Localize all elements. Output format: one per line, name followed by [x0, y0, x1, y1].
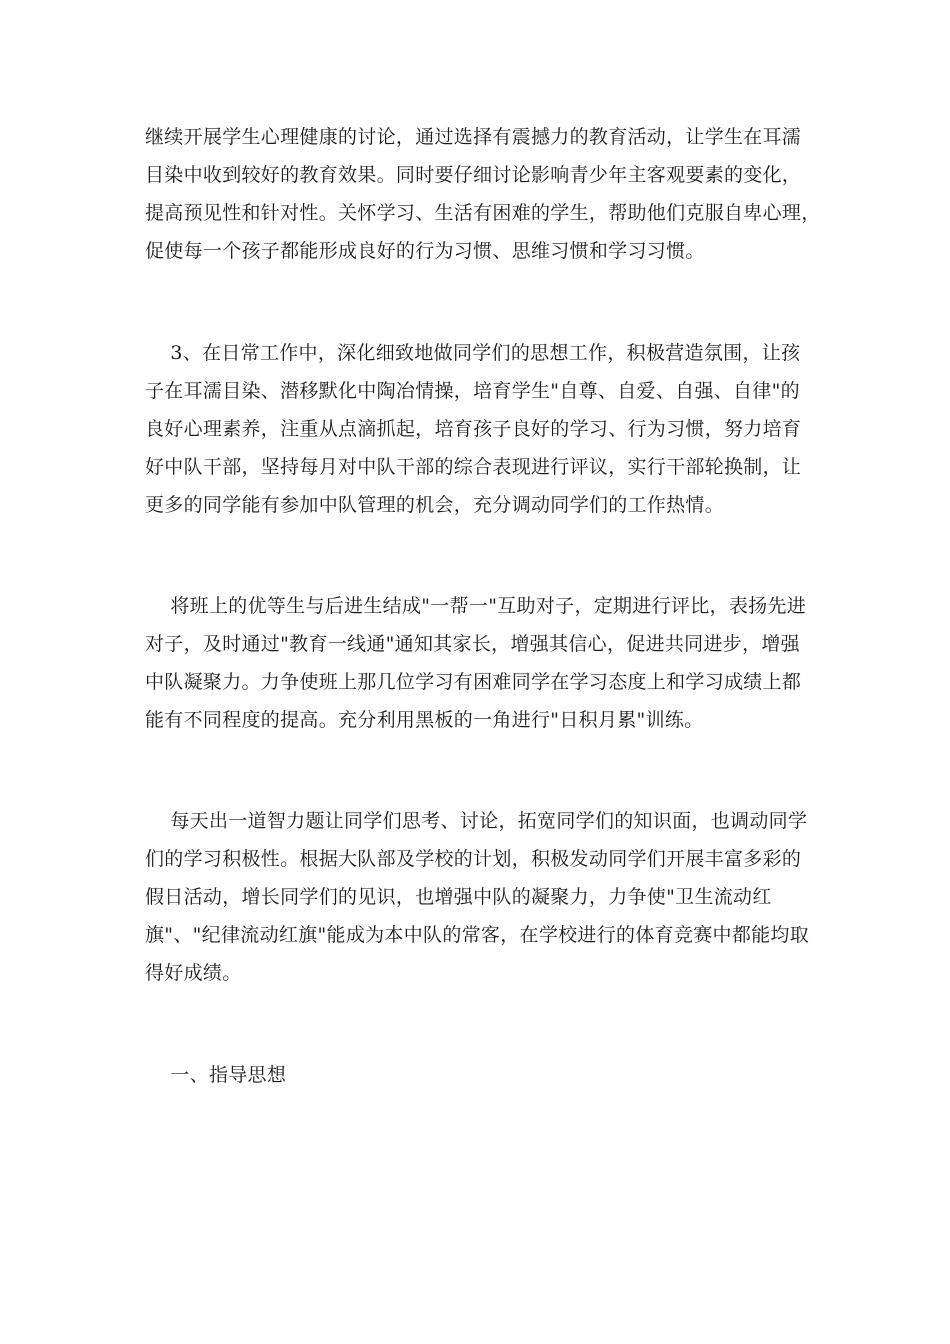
paragraph-psychology-discussion	[145, 118, 821, 270]
paragraph-daily-work	[145, 334, 815, 524]
text-line: 好中队干部，坚持每月对中队干部的综合表现进行评议，实行干部轮换制，让	[145, 456, 802, 478]
paragraph-daily-puzzle	[145, 802, 815, 992]
paragraph-peer-mentoring	[145, 587, 815, 739]
text-line: 对子，及时通过"教育一线通"通知其家长，增强其信心，促进共同进步，增强	[145, 633, 800, 655]
text-line: 中队凝聚力。力争使班上那几位学习有困难同学在学习态度上和学习成绩上都	[145, 671, 802, 693]
text-line: 更多的同学能有参加中队管理的机会，充分调动同学们的工作热情。	[145, 494, 725, 516]
text-line: 良好心理素养，注重从点滴抓起，培育孩子良好的学习、行为习惯，努力培育	[145, 418, 802, 440]
text-line: 将班上的优等生与后进生结成"一帮一"互助对子，定期进行评比，表扬先进	[145, 595, 807, 617]
section-heading-guiding-ideology	[145, 1056, 815, 1094]
text-line: 促使每一个孩子都能形成良好的行为习惯、思维习惯和学习习惯。	[145, 240, 705, 262]
heading-line: 一、指导思想	[145, 1064, 287, 1086]
text-line: 3、在日常工作中，深化细致地做同学们的思想工作，积极营造氛围，让孩	[145, 342, 801, 364]
text-line: 能有不同程度的提高。充分利用黑板的一角进行"日积月累"训练。	[145, 709, 704, 731]
text-line: 继续开展学生心理健康的讨论，通过选择有震撼力的教育活动，让学生在耳濡	[145, 126, 802, 148]
text-line: 目染中收到较好的教育效果。同时要仔细讨论影响青少年主客观要素的变化，	[145, 164, 802, 186]
text-line: 假日活动，增长同学们的见识，也增强中队的凝聚力，力争使"卫生流动红	[145, 886, 772, 908]
text-line: 提高预见性和针对性。关怀学习、生活有困难的学生，帮助他们克服自卑心理，	[145, 202, 821, 224]
text-line: 得好成绩。	[145, 962, 242, 984]
text-line: 每天出一道智力题让同学们思考、讨论，拓宽同学们的知识面，也调动同学	[145, 810, 808, 832]
text-line: 们的学习积极性。根据大队部及学校的计划，积极发动同学们开展丰富多彩的	[145, 848, 802, 870]
text-line: 旗"、"纪律流动红旗"能成为本中队的常客，在学校进行的体育竞赛中都能均取	[145, 924, 810, 946]
text-line: 子在耳濡目染、潜移默化中陶冶情操，培育学生"自尊、自爱、自强、自律"的	[145, 380, 800, 402]
